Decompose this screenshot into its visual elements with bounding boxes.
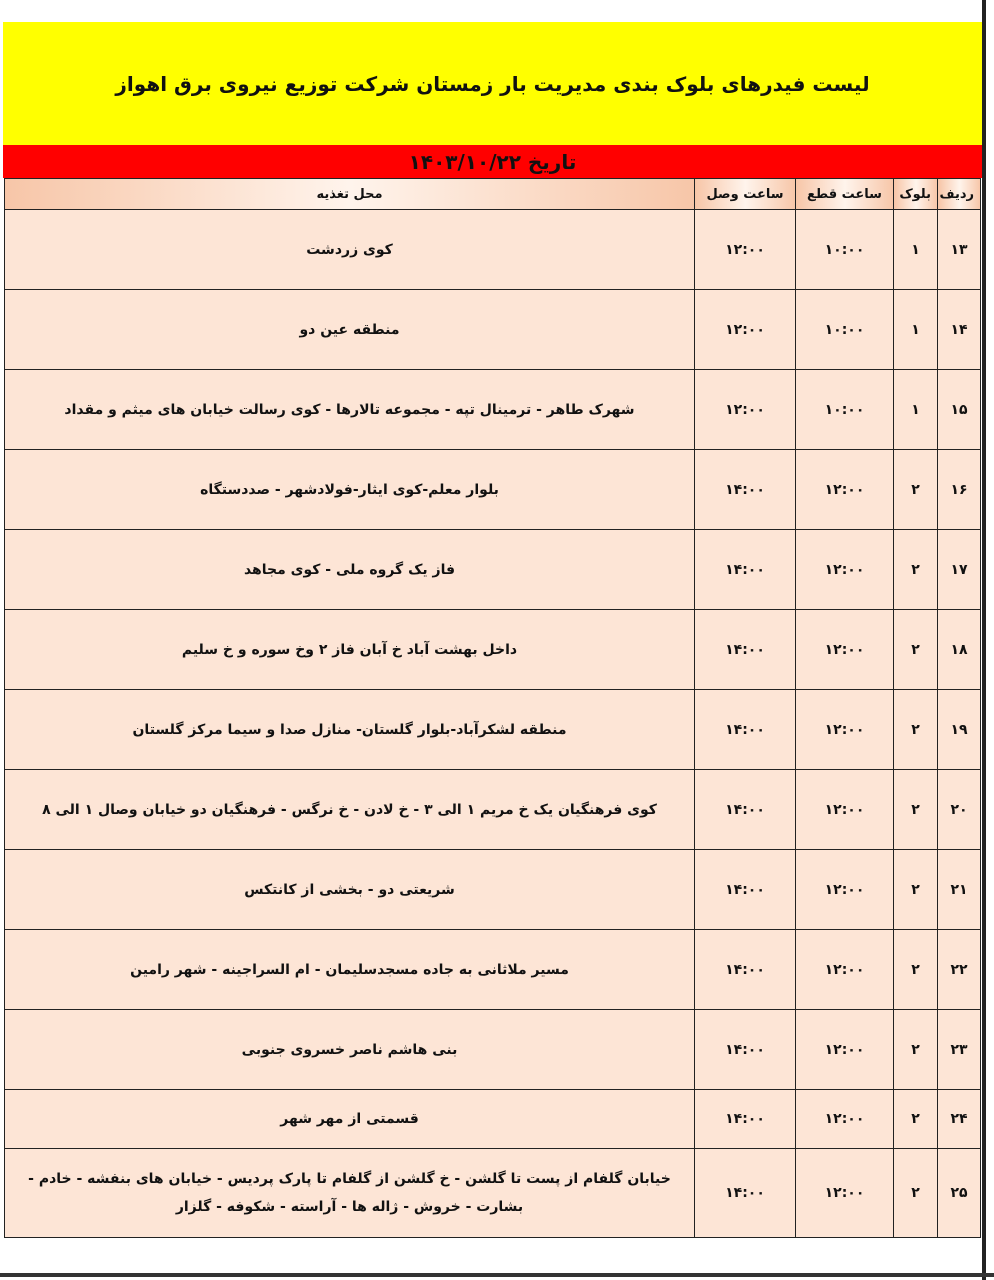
table-row [5, 1149, 981, 1238]
table-row [5, 850, 981, 930]
table-row [5, 450, 981, 530]
cell-row: ۲۱ [938, 850, 981, 930]
cell-row: ۱۹ [938, 690, 981, 770]
cell-connect: ۱۲:۰۰ [695, 290, 796, 370]
cell-cut: ۱۲:۰۰ [796, 450, 894, 530]
cell-block: ۲ [894, 770, 938, 850]
cell-location: کوی زردشت [5, 210, 695, 290]
cell-location: بنی هاشم ناصر خسروی جنوبی [5, 1010, 695, 1090]
cell-connect: ۱۴:۰۰ [695, 690, 796, 770]
cell-connect: ۱۴:۰۰ [695, 530, 796, 610]
table-row [5, 370, 981, 450]
cell-block: ۱ [894, 290, 938, 370]
cell-cut: ۱۰:۰۰ [796, 290, 894, 370]
cell-location: بلوار معلم-کوی ایثار-فولادشهر - صددستگاه [5, 450, 695, 530]
cell-location: فاز یک گروه ملی - کوی مجاهد [5, 530, 695, 610]
table-row [5, 210, 981, 290]
table-row [5, 1010, 981, 1090]
table-row [5, 1090, 981, 1149]
cell-cut: ۱۲:۰۰ [796, 1010, 894, 1090]
table-header [5, 179, 981, 210]
cell-block: ۲ [894, 690, 938, 770]
cell-connect: ۱۴:۰۰ [695, 1010, 796, 1090]
date-banner: تاریخ ۱۴۰۳/۱۰/۲۲ [3, 145, 982, 178]
header-row: ردیف [938, 179, 981, 210]
cell-row: ۲۳ [938, 1010, 981, 1090]
cell-block: ۲ [894, 1010, 938, 1090]
header-connect: ساعت وصل [695, 179, 796, 210]
cell-row: ۲۰ [938, 770, 981, 850]
table-row [5, 530, 981, 610]
cell-location: مسیر ملاثانی به جاده مسجدسلیمان - ام السراجینه - شهر رامین [5, 930, 695, 1010]
cell-row: ۱۶ [938, 450, 981, 530]
cell-connect: ۱۲:۰۰ [695, 210, 796, 290]
header-location: محل تغذیه [5, 179, 695, 210]
cell-connect: ۱۴:۰۰ [695, 770, 796, 850]
table-row [5, 930, 981, 1010]
cell-connect: ۱۴:۰۰ [695, 450, 796, 530]
cell-block: ۲ [894, 930, 938, 1010]
cell-row: ۲۲ [938, 930, 981, 1010]
page-border-bottom [0, 1273, 994, 1277]
table-row [5, 690, 981, 770]
cell-location: کوی فرهنگیان یک خ مریم ۱ الی ۳ - خ لادن - خ نرگس - فرهنگیان دو خیابان وصال ۱ الی ۸ [5, 770, 695, 850]
cell-connect: ۱۴:۰۰ [695, 1090, 796, 1149]
cell-location: خیابان گلفام از پست تا گلشن - خ گلشن از گلفام تا پارک پردیس - خیابان های بنفشه - خادم - بشارت - خروش - ژاله ها - آراسته - شکوفه - گلزار [5, 1149, 695, 1238]
table-row [5, 610, 981, 690]
cell-row: ۱۵ [938, 370, 981, 450]
cell-connect: ۱۴:۰۰ [695, 1149, 796, 1238]
cell-row: ۱۸ [938, 610, 981, 690]
cell-location: منطقه عین دو [5, 290, 695, 370]
cell-block: ۲ [894, 1090, 938, 1149]
page-border-right [982, 0, 986, 1280]
cell-block: ۲ [894, 1149, 938, 1238]
cell-cut: ۱۲:۰۰ [796, 530, 894, 610]
cell-location: شریعتی دو - بخشی از کانتکس [5, 850, 695, 930]
cell-location: شهرک طاهر - ترمینال تپه - مجموعه تالارها - کوی رسالت خیابان های میثم و مقداد [5, 370, 695, 450]
cell-connect: ۱۲:۰۰ [695, 370, 796, 450]
cell-cut: ۱۲:۰۰ [796, 690, 894, 770]
cell-location: داخل بهشت آباد خ آبان فاز ۲ وخ سوره و خ سلیم [5, 610, 695, 690]
cell-block: ۱ [894, 370, 938, 450]
cell-block: ۲ [894, 530, 938, 610]
feeder-table [4, 178, 981, 1238]
cell-cut: ۱۲:۰۰ [796, 610, 894, 690]
cell-row: ۲۴ [938, 1090, 981, 1149]
table-row [5, 770, 981, 850]
cell-cut: ۱۰:۰۰ [796, 210, 894, 290]
cell-cut: ۱۲:۰۰ [796, 770, 894, 850]
cell-row: ۱۳ [938, 210, 981, 290]
cell-row: ۱۷ [938, 530, 981, 610]
cell-block: ۲ [894, 850, 938, 930]
cell-block: ۱ [894, 210, 938, 290]
header-block: بلوک [894, 179, 938, 210]
page-title: لیست فیدرهای بلوک بندی مدیریت بار زمستان شرکت توزیع نیروی برق اهواز [3, 22, 982, 145]
cell-location: منطقه لشکرآباد-بلوار گلستان- منازل صدا و سیما مرکز گلستان [5, 690, 695, 770]
header-cut: ساعت قطع [796, 179, 894, 210]
table-row [5, 290, 981, 370]
cell-cut: ۱۲:۰۰ [796, 850, 894, 930]
cell-row: ۱۴ [938, 290, 981, 370]
cell-block: ۲ [894, 450, 938, 530]
cell-connect: ۱۴:۰۰ [695, 850, 796, 930]
cell-cut: ۱۲:۰۰ [796, 1090, 894, 1149]
cell-connect: ۱۴:۰۰ [695, 610, 796, 690]
cell-cut: ۱۰:۰۰ [796, 370, 894, 450]
cell-row: ۲۵ [938, 1149, 981, 1238]
cell-cut: ۱۲:۰۰ [796, 1149, 894, 1238]
cell-connect: ۱۴:۰۰ [695, 930, 796, 1010]
cell-location: قسمتی از مهر شهر [5, 1090, 695, 1149]
cell-block: ۲ [894, 610, 938, 690]
cell-cut: ۱۲:۰۰ [796, 930, 894, 1010]
